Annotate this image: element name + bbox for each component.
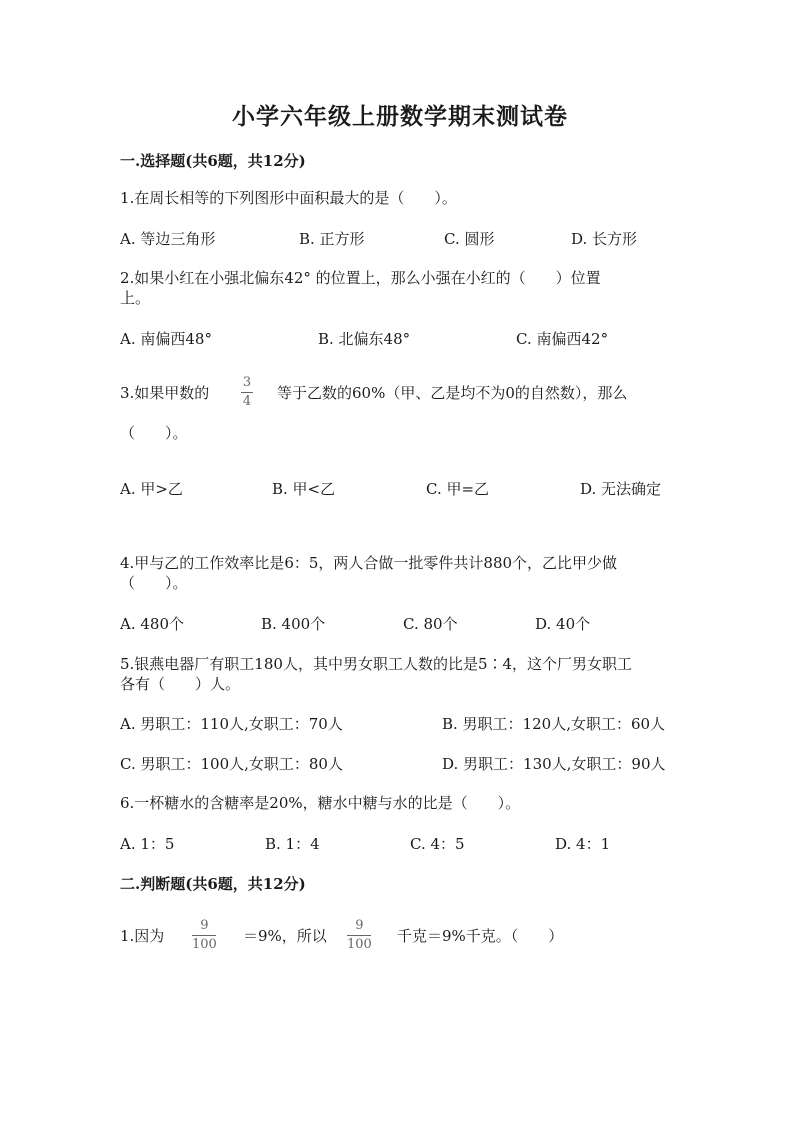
question-6-option-a: A. 1：5 — [120, 835, 175, 853]
question-3-option-c: C. 甲=乙 — [426, 480, 490, 498]
question-6-option-b: B. 1：4 — [265, 835, 320, 853]
section-heading-judgment: 二.判断题(共6题，共12分) — [120, 875, 306, 893]
page-title: 小学六年级上册数学期末测试卷 — [232, 103, 568, 130]
question-1-option-b: B. 正方形 — [299, 230, 365, 248]
fraction-denominator: 100 — [192, 937, 217, 952]
judgment-1-middle: ＝9%，所以 — [243, 927, 327, 945]
question-6-stem: 6.一杯糖水的含糖率是20%，糖水中糖与水的比是（ ）。 — [120, 794, 521, 812]
question-3-stem-line2: （ ）。 — [120, 424, 188, 442]
question-3-stem-prefix: 3.如果甲数的 — [120, 384, 210, 402]
question-1-option-a: A. 等边三角形 — [120, 230, 216, 248]
question-1-option-d: D. 长方形 — [571, 230, 638, 248]
fraction-denominator: 100 — [347, 937, 372, 952]
fraction-bar — [347, 935, 371, 936]
fraction-numerator: 3 — [242, 375, 252, 390]
question-5-option-a: A. 男职工：110人,女职工：70人 — [120, 715, 343, 733]
question-5-option-d: D. 男职工：130人,女职工：90人 — [442, 755, 666, 773]
question-3-fraction — [241, 376, 253, 409]
question-4-option-c: C. 80个 — [403, 615, 458, 633]
question-1-option-c: C. 圆形 — [444, 230, 495, 248]
question-4-stem-line1: 4.甲与乙的工作效率比是6：5，两人合做一批零件共计880个，乙比甲少做 — [120, 554, 618, 572]
question-3-option-d: D. 无法确定 — [580, 480, 662, 498]
judgment-1-fraction-2 — [347, 919, 372, 952]
fraction-bar — [241, 392, 253, 393]
question-2-stem-line2: 上。 — [120, 289, 151, 307]
judgment-1-fraction-1 — [192, 919, 217, 952]
judgment-1-prefix: 1.因为 — [120, 927, 165, 945]
question-5-option-b: B. 男职工：120人,女职工：60人 — [442, 715, 666, 733]
section-heading-choice: 一.选择题(共6题，共12分) — [120, 152, 306, 170]
question-5-option-c: C. 男职工：100人,女职工：80人 — [120, 755, 343, 773]
question-2-option-a: A. 南偏西48° — [120, 330, 212, 348]
fraction-numerator: 9 — [355, 918, 364, 933]
question-2-option-b: B. 北偏东48° — [318, 330, 411, 348]
question-2-option-c: C. 南偏西42° — [516, 330, 609, 348]
question-4-option-a: A. 480个 — [120, 615, 184, 633]
question-1-stem: 1.在周长相等的下列图形中面积最大的是（ ）。 — [120, 189, 457, 207]
question-4-stem-line2: （ ）。 — [120, 574, 188, 592]
fraction-denominator: 4 — [242, 394, 252, 409]
question-5-stem-line1: 5.银燕电器厂有职工180人，其中男女职工人数的比是5∶4，这个厂男女职工 — [120, 655, 633, 673]
judgment-1-suffix: 千克＝9%千克。（ ） — [397, 927, 564, 945]
question-3-option-a: A. 甲>乙 — [120, 480, 183, 498]
fraction-numerator: 9 — [200, 918, 209, 933]
question-6-option-c: C. 4：5 — [410, 835, 465, 853]
question-5-stem-line2: 各有（ ）人。 — [120, 675, 241, 693]
question-2-stem-line1: 2.如果小红在小强北偏东42° 的位置上，那么小强在小红的（ ）位置 — [120, 269, 601, 287]
fraction-bar — [192, 935, 216, 936]
question-3-option-b: B. 甲<乙 — [272, 480, 336, 498]
question-6-option-d: D. 4：1 — [555, 835, 611, 853]
question-4-option-d: D. 40个 — [535, 615, 591, 633]
question-3-stem-suffix: 等于乙数的60%（甲、乙是均不为0的自然数），那么 — [277, 384, 628, 402]
question-4-option-b: B. 400个 — [261, 615, 326, 633]
